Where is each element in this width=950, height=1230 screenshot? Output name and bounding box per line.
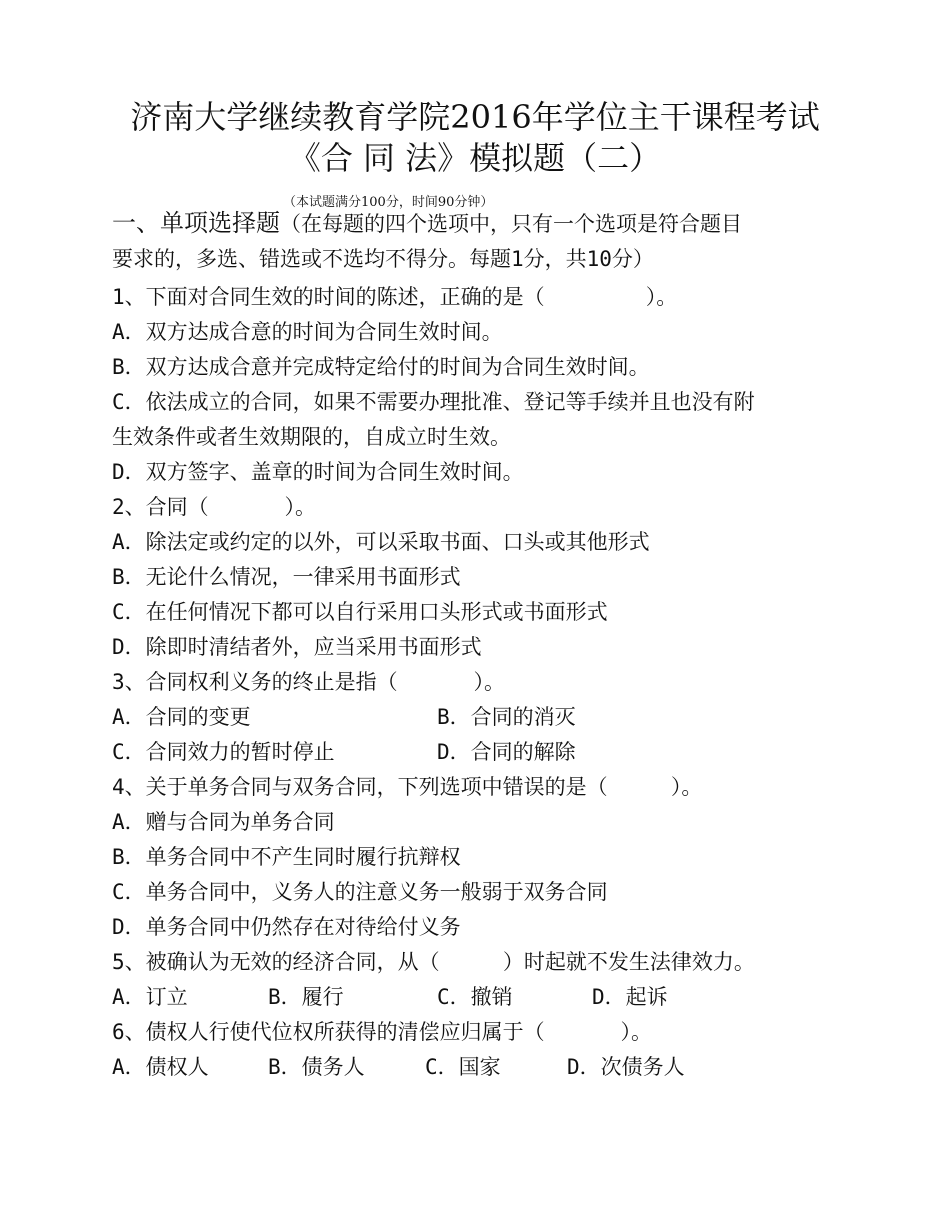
q1-option-c: C．依法成立的合同，如果不需要办理批准、登记等手续并且也没有附 xyxy=(112,390,755,414)
q4-option-b: B．单务合同中不产生同时履行抗辩权 xyxy=(112,845,461,869)
exam-subtitle: 《合 同 法》模拟题（二） xyxy=(288,139,662,177)
q6-option-d: D．次债务人 xyxy=(567,1055,685,1079)
q3-option-d: D．合同的解除 xyxy=(437,740,576,764)
q4-option-a: A．赠与合同为单务合同 xyxy=(112,810,335,834)
q3-option-b: B．合同的消灭 xyxy=(437,705,576,729)
exam-note: （本试题满分100分，时间90分钟） xyxy=(283,195,494,210)
q5-option-a: A．订立 xyxy=(112,985,188,1009)
q1-option-d: D．双方签字、盖章的时间为合同生效时间。 xyxy=(112,460,524,484)
exam-title: 济南大学继续教育学院2016年学位主干课程考试 xyxy=(130,98,820,136)
q6-option-c: C．国家 xyxy=(425,1055,501,1079)
q2-option-d: D．除即时清结者外，应当采用书面形式 xyxy=(112,635,482,659)
q2-option-c: C．在任何情况下都可以自行采用口头形式或书面形式 xyxy=(112,600,608,624)
q5-option-c: C．撤销 xyxy=(437,985,513,1009)
section-instructions-cont: 要求的，多选、错选或不选均不得分。每题1分，共10分） xyxy=(112,247,654,271)
q2-option-b: B．无论什么情况，一律采用书面形式 xyxy=(112,565,461,589)
q2-stem: 2、合同（ ）。 xyxy=(112,495,317,519)
q1-option-c-cont: 生效条件或者生效期限的，自成立时生效。 xyxy=(112,425,511,449)
q1-stem: 1、下面对合同生效的时间的陈述，正确的是（ ）。 xyxy=(112,285,678,309)
section-instructions: （在每题的四个选项中，只有一个选项是符合题目 xyxy=(280,212,742,236)
q1-option-a: A．双方达成合意的时间为合同生效时间。 xyxy=(112,320,503,344)
q5-option-b: B．履行 xyxy=(268,985,344,1009)
q1-option-b: B．双方达成合意并完成特定给付的时间为合同生效时间。 xyxy=(112,355,650,379)
section-header xyxy=(112,209,742,238)
q5-stem: 5、被确认为无效的经济合同，从（ ）时起就不发生法律效力。 xyxy=(112,950,755,974)
q3-stem: 3、合同权利义务的终止是指（ ）。 xyxy=(112,670,506,694)
q5-option-d: D．起诉 xyxy=(592,985,668,1009)
q3-option-a: A．合同的变更 xyxy=(112,705,251,729)
q6-option-b: B．债务人 xyxy=(268,1055,365,1079)
q6-option-a: A．债权人 xyxy=(112,1055,209,1079)
q3-option-c: C．合同效力的暂时停止 xyxy=(112,740,335,764)
q6-stem: 6、债权人行使代位权所获得的清偿应归属于（ ）。 xyxy=(112,1020,652,1044)
q4-option-c: C．单务合同中，义务人的注意义务一般弱于双务合同 xyxy=(112,880,608,904)
q4-stem: 4、关于单务合同与双务合同，下列选项中错误的是（ ）。 xyxy=(112,775,703,799)
q4-option-d: D．单务合同中仍然存在对待给付义务 xyxy=(112,915,461,939)
section-heading: 一、单项选择题 xyxy=(112,209,280,237)
q2-option-a: A．除法定或约定的以外，可以采取书面、口头或其他形式 xyxy=(112,530,650,554)
